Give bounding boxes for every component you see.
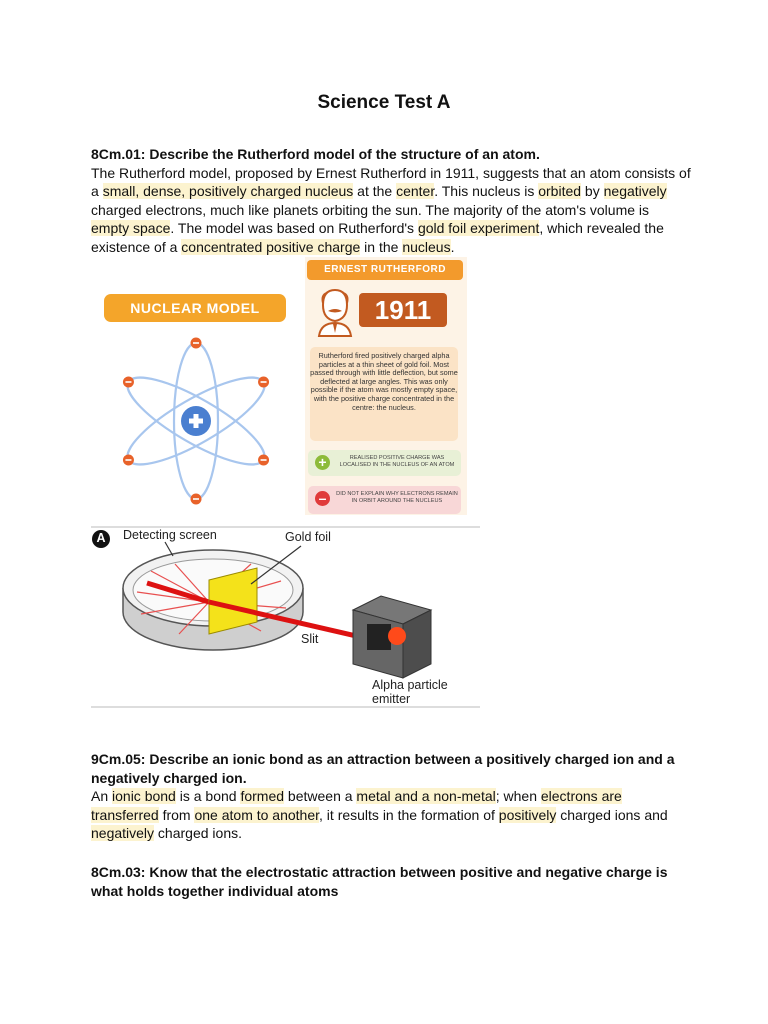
highlighted-term: gold foil experiment [417,220,540,236]
panel-title: ERNEST RUTHERFORD [307,260,463,280]
slit-label: Slit [301,632,319,646]
minus-icon: – [315,491,330,506]
gold-foil-figure [91,526,480,708]
emitter-label: Alpha particle emitter [372,678,448,706]
highlighted-term: negatively [603,183,667,199]
paragraph-text: . The model was based on Rutherford's [170,220,418,236]
highlighted-term: positively [498,806,557,823]
year-badge: 1911 [359,293,447,327]
paragraph-text: charged ions. [154,825,242,841]
question-heading: 8Cm.03: Know that the electrostatic attraction between positive and negative charge is what holds together individual atoms [91,864,668,899]
paragraph-text: , it results in the formation of [319,806,499,823]
highlighted-term: small, dense, positively charged nucleus [102,183,354,199]
question-heading: 9Cm.05: Describe an ionic bond as an attraction between a positively charged ion and a negatively charged ion. [91,751,675,786]
electron-minus-sign [261,459,267,461]
answer-paragraph [91,164,691,257]
detecting-screen-label: Detecting screen [123,528,217,542]
paragraph-text: by [581,183,604,199]
answer-paragraph [91,787,691,843]
highlighted-term: nucleus [402,238,451,255]
rutherford-description: Rutherford fired positively charged alpha particles at a thin sheet of gold foil. Most passed through with little deflection, but some deflected at large angles. This was only possible if the atom was mostly empty space, with the positive charge concentrated in the centre: the nucleus. [310,347,458,441]
negative-finding-text: DID NOT EXPLAIN WHY ELECTRONS REMAIN IN ORBIT AROUND THE NUCLEUS [336,491,458,504]
question-8cm03 [91,863,691,900]
highlighted-term: negatively [91,825,155,841]
paragraph-text: charged ions and [556,806,668,823]
paragraph-text: The Rutherford model, proposed by Ernest Rutherford in 1911, suggests that an atom consists of a [91,164,691,199]
highlighted-term: center [396,183,435,199]
electron-minus-sign [125,381,131,383]
electron-minus-sign [125,459,131,461]
electron-minus-sign [261,381,267,383]
question-9cm05 [91,750,691,843]
highlighted-term: formed [240,788,285,804]
paragraph-text: charged electrons, much like planets orbiting the sun. The majority of the atom's volume is [91,201,650,218]
nuclear-model-label: NUCLEAR MODEL [104,294,286,322]
paragraph-text: An [91,788,113,804]
highlighted-term: electrons are transferred [91,788,622,823]
plus-icon: + [315,455,330,470]
figure-badge: A [96,531,106,545]
highlighted-term: empty space [91,220,171,236]
highlighted-term: concentrated positive charge [181,238,361,255]
paragraph-text: ; when [495,788,541,804]
paragraph-text: at the [353,183,397,199]
negative-finding [308,486,461,514]
paragraph-text: is a bond [175,788,241,804]
highlighted-term: one atom to another [194,806,320,823]
paragraph-text: in the [360,238,403,255]
paragraph-text: . [450,238,455,255]
highlighted-term: orbited [538,183,582,199]
positive-finding-text: REALISED POSITIVE CHARGE WAS LOCALISED IN THE NUCLEUS OF AN ATOM [339,455,455,468]
paragraph-text: , which revealed the existence of a [91,220,664,255]
electron-minus-sign [193,498,199,500]
paragraph-text: between a [284,788,357,804]
highlighted-term: metal and a non-metal [356,788,496,804]
question-8cm01 [91,145,691,256]
question-heading: 8Cm.01: Describe the Rutherford model of the structure of an atom. [91,146,540,162]
paragraph-text: . This nucleus is [434,183,539,199]
positive-finding [308,450,461,476]
rutherford-info-panel [305,257,467,515]
document-title: Science Test A [317,92,451,113]
electron-minus-sign [193,342,199,344]
paragraph-text: from [158,806,195,823]
atom-diagram [110,335,282,507]
rutherford-portrait-icon [317,287,353,337]
gold-foil-label: Gold foil [285,530,331,544]
highlighted-term: ionic bond [112,788,176,804]
